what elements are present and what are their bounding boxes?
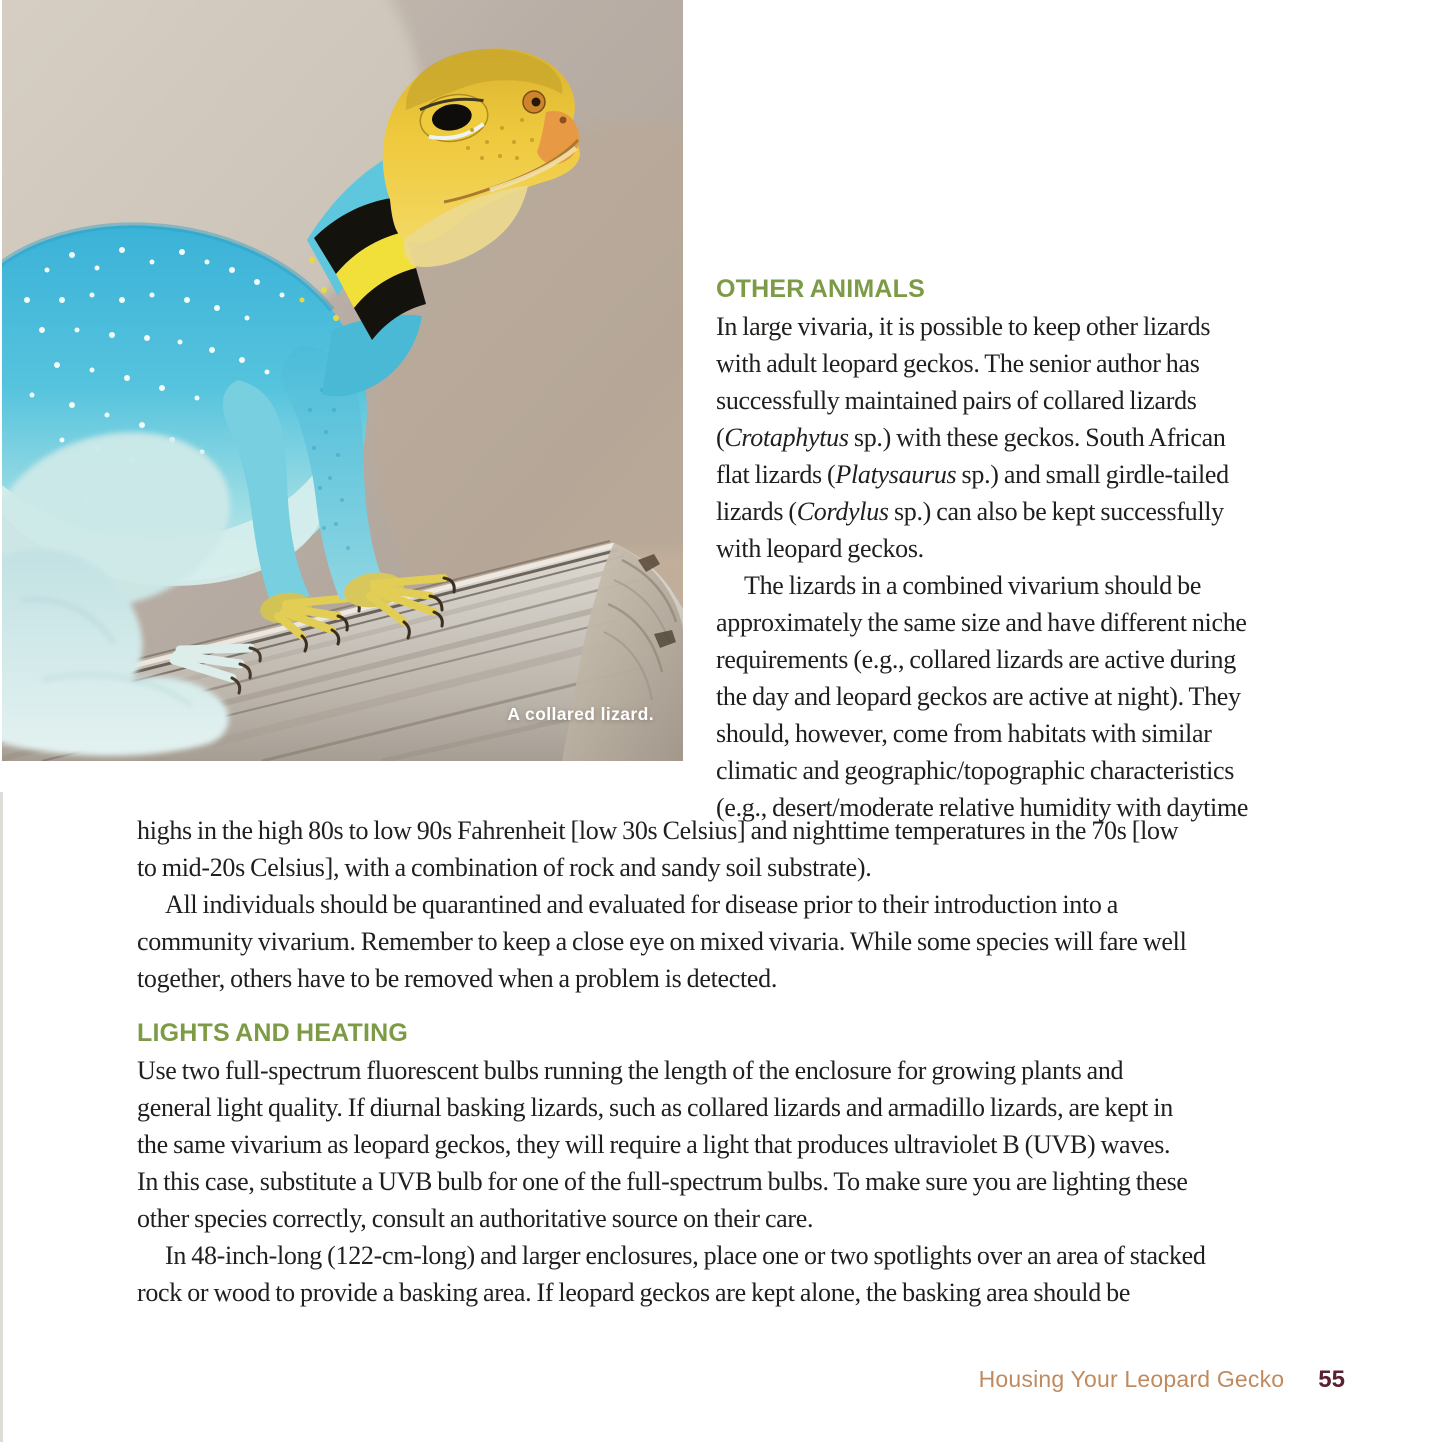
photo-caption: A collared lizard. bbox=[507, 704, 654, 724]
text-line: the day and leopard geckos are active at night). They bbox=[716, 682, 1241, 711]
text-line: All individuals should be quarantined and evaluated for disease prior to their introduction into a bbox=[165, 890, 1119, 919]
page-edge-artifact bbox=[0, 792, 3, 1442]
text-line: The lizards in a combined vivarium should be bbox=[744, 571, 1202, 600]
text-line: the same vivarium as leopard geckos, they will require a light that produces ultraviolet B (UVB) waves. bbox=[137, 1130, 1171, 1159]
collared-lizard-photo-art bbox=[2, 0, 683, 761]
text-line: with adult leopard geckos. The senior author has bbox=[716, 349, 1200, 378]
text-line: to mid-20s Celsius], with a combination of rock and sandy soil substrate). bbox=[137, 853, 872, 882]
lights-and-heating-body bbox=[137, 1052, 1347, 1311]
text-line: (e.g., desert/moderate relative humidity with daytime bbox=[716, 793, 1249, 822]
section-other-animals-continued bbox=[137, 812, 1347, 997]
heading-other-animals: OTHER ANIMALS bbox=[716, 275, 925, 303]
section-lights-and-heating bbox=[137, 1018, 1347, 1311]
text-line: successfully maintained pairs of collared lizards bbox=[716, 386, 1197, 415]
text-line: In large vivaria, it is possible to keep other lizards bbox=[716, 312, 1211, 341]
text-line: flat lizards (Platysaurus sp.) and small girdle-tailed bbox=[716, 460, 1229, 489]
text-line: rock or wood to provide a basking area. If leopard geckos are kept alone, the basking area should be bbox=[137, 1278, 1131, 1307]
text-line: approximately the same size and have different niche bbox=[716, 608, 1247, 637]
text-line: with leopard geckos. bbox=[716, 534, 924, 563]
other-animals-body bbox=[716, 308, 1316, 826]
heading-lights-and-heating: LIGHTS AND HEATING bbox=[137, 1019, 409, 1047]
text-line: general light quality. If diurnal basking lizards, such as collared lizards and armadillo lizards, are kept in bbox=[137, 1093, 1173, 1122]
text-line: requirements (e.g., collared lizards are active during bbox=[716, 645, 1236, 674]
text-line: other species correctly, consult an authoritative source on their care. bbox=[137, 1204, 814, 1233]
text-line: community vivarium. Remember to keep a close eye on mixed vivaria. While some species will fare well bbox=[137, 927, 1187, 956]
collared-lizard-photo bbox=[2, 0, 683, 761]
other-animals-continued-body bbox=[137, 812, 1347, 997]
running-footer-chapter-title: Housing Your Leopard Gecko bbox=[978, 1366, 1285, 1392]
text-line: (Crotaphytus sp.) with these geckos. South African bbox=[716, 423, 1226, 452]
text-line: In 48-inch-long (122-cm-long) and larger enclosures, place one or two spotlights over an area of stacked bbox=[165, 1241, 1206, 1270]
text-line: In this case, substitute a UVB bulb for one of the full-spectrum bulbs. To make sure you are lighting these bbox=[137, 1167, 1188, 1196]
text-line: lizards (Cordylus sp.) can also be kept successfully bbox=[716, 497, 1224, 526]
text-line: climatic and geographic/topographic characteristics bbox=[716, 756, 1235, 785]
page-number: 55 bbox=[1318, 1366, 1345, 1393]
text-line: highs in the high 80s to low 90s Fahrenheit [low 30s Celsius] and nighttime temperatures in the 70s [low bbox=[137, 816, 1179, 845]
text-line: should, however, come from habitats with similar bbox=[716, 719, 1212, 748]
page-footer bbox=[979, 1366, 1345, 1394]
section-other-animals bbox=[716, 274, 1316, 826]
text-line: together, others have to be removed when a problem is detected. bbox=[137, 964, 778, 993]
text-line: Use two full-spectrum fluorescent bulbs running the length of the enclosure for growing plants and bbox=[137, 1056, 1124, 1085]
